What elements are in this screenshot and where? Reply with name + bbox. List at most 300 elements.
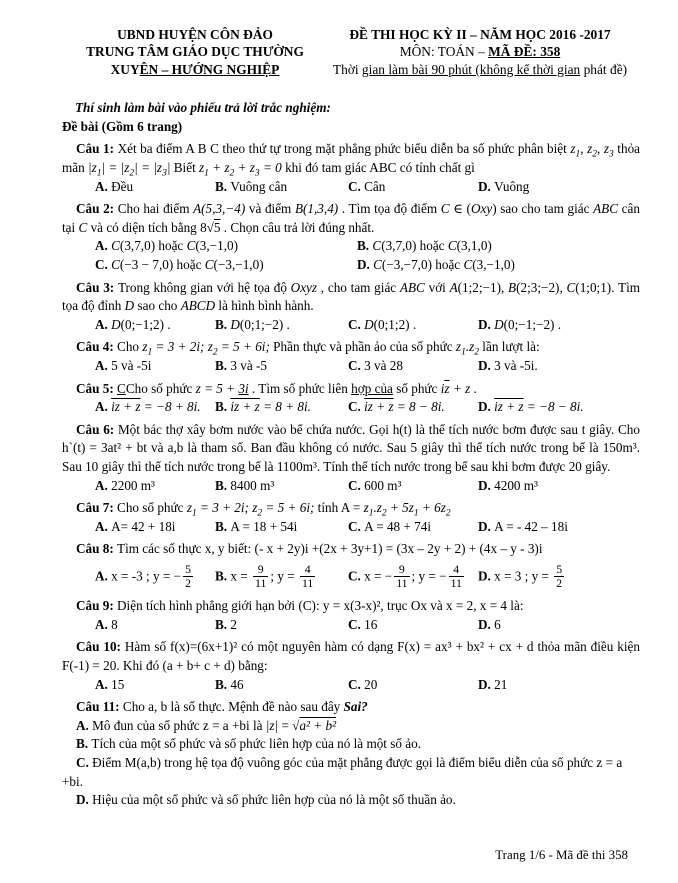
option-label: D. — [478, 399, 495, 415]
text-segment: C — [372, 238, 382, 254]
header — [62, 26, 640, 78]
option-label: B. — [215, 676, 231, 692]
text-segment: . Tìm số phức liên — [248, 380, 352, 396]
text-segment: hợp của — [351, 380, 393, 396]
option-D — [478, 398, 640, 417]
issuer-line-3-underlined: ÊN – HƯỚNG NGHIỆP — [139, 61, 280, 77]
option-B — [215, 518, 348, 537]
option-D — [62, 791, 640, 810]
question-10 — [62, 638, 640, 694]
subscript: 1 — [461, 347, 466, 358]
exam-body-label: Đề bài (Gồm 6 trang) — [62, 118, 183, 134]
text-segment: A — [193, 201, 202, 217]
question-5 — [62, 380, 640, 417]
fraction-numerator: 4 — [304, 561, 311, 576]
issuer-block — [70, 26, 320, 78]
text-segment: (3,−1,0) — [472, 256, 515, 272]
exam-info-block — [320, 26, 640, 78]
text-segment: ; y = − — [411, 568, 447, 584]
subscript: 3 — [609, 150, 614, 161]
text-segment: C — [463, 256, 473, 272]
text-segment: Trong không gian với hệ tọa độ — [117, 279, 291, 295]
time-underlined: gian làm bài 90 phút (không kể thời gian — [361, 61, 581, 77]
text-segment: (3,1,0) — [456, 238, 492, 254]
option-B — [215, 398, 348, 417]
text-segment: A = 18 + 54i — [230, 518, 298, 534]
fraction — [183, 563, 193, 590]
text-segment: $z_1.z_2 + 5z_1 + 6z_2$ — [363, 500, 451, 519]
question-number: Câu 9: — [76, 598, 118, 614]
text-segment: ABC — [593, 201, 619, 217]
fraction-denominator: 11 — [301, 576, 314, 591]
question-number: Câu 10: — [76, 639, 125, 655]
option-label: C. — [348, 477, 365, 493]
option-D — [478, 562, 640, 593]
text-segment: x = -3 ; y = − — [111, 568, 182, 584]
issuer-line-1: UBND HUYỆN CÔN ĐẢO — [117, 27, 273, 42]
question-9 — [62, 597, 640, 634]
option-C — [348, 518, 478, 537]
text-segment: Đều — [111, 178, 134, 194]
option-C — [95, 256, 357, 275]
question-7 — [62, 499, 640, 536]
text-segment: 6 — [494, 616, 501, 632]
text-segment: (−3 − 7,0) hoặc — [119, 256, 205, 272]
question-number: Câu 8: — [76, 541, 118, 557]
text-segment: x = — [230, 568, 252, 584]
option-C — [348, 357, 478, 376]
option-A — [95, 178, 215, 197]
option-C — [348, 398, 478, 417]
subscript: 1 — [413, 508, 419, 519]
subscript: 1 — [147, 347, 153, 358]
text-segment: khi đó tam giác ABC có tính chất gì — [281, 160, 475, 175]
text-segment: Xét ba điểm A B C theo thứ tự trong mặt phẳng phức biểu diễn ba số phức phân biệt — [117, 141, 571, 157]
text-segment: A = 48 + 74i — [364, 518, 432, 534]
text-segment: x = 3 ; y = — [494, 568, 553, 584]
text-segment: C — [373, 256, 382, 272]
text-segment: z — [195, 380, 201, 396]
question-text — [62, 540, 640, 559]
text-segment: 20 — [364, 676, 378, 692]
option-D — [357, 256, 640, 275]
exam-title: ĐỀ THI HỌC KỲ II – NĂM HỌC 2016 -2017 — [349, 27, 611, 42]
text-segment: $z_1.z_2$ — [455, 339, 479, 358]
text-segment: Oxy — [470, 201, 493, 217]
subscript: 3 — [162, 168, 167, 179]
text-segment: (3,7,0) hoặc — [119, 238, 187, 254]
text-segment: (0;1;−2) . — [239, 316, 290, 332]
option-A — [95, 398, 215, 417]
text-segment: ; y = — [270, 568, 298, 584]
option-C — [348, 616, 478, 635]
fraction — [253, 563, 268, 590]
option-label: A. — [95, 676, 112, 692]
subscript: 2 — [592, 150, 597, 161]
subscript: 2 — [445, 508, 451, 519]
text-segment: x = − — [364, 568, 393, 584]
text-segment: Hiệu của một số phức và số phức liên hợp của nó là một số thuần ảo. — [92, 792, 456, 808]
fraction — [449, 563, 464, 590]
text-segment: (2;3;−2), — [516, 279, 567, 295]
option-D — [478, 518, 640, 537]
fraction-denominator: 11 — [450, 576, 462, 591]
text-segment: iz + z — [111, 399, 141, 415]
text-segment: A = - 42 – 18i — [494, 518, 568, 534]
option-label: B. — [215, 178, 231, 194]
option-B — [357, 237, 640, 256]
option-D — [478, 316, 640, 335]
text-segment: Vuông cân — [230, 178, 288, 194]
text-segment: và có diện tích bằng 8√ — [87, 219, 214, 235]
option-label: A. — [95, 518, 112, 534]
option-label: D. — [478, 178, 495, 194]
text-segment: D — [230, 316, 240, 332]
text-segment: Cân — [364, 178, 386, 194]
option-A — [95, 237, 357, 256]
text-segment: ABCD — [180, 298, 216, 314]
question-2 — [62, 200, 640, 274]
option-C — [348, 316, 478, 335]
option-label: D. — [478, 316, 495, 332]
subscript: 1 — [368, 508, 374, 519]
option-label: B. — [215, 477, 231, 493]
text-segment: (−3,−1,0) — [213, 256, 264, 272]
question-number: Câu 3: — [76, 279, 118, 295]
text-segment: cân tại — [62, 201, 640, 235]
option-label: A. — [95, 616, 112, 632]
subscript: 2 — [229, 168, 235, 179]
question-text — [62, 279, 640, 316]
options-row — [95, 518, 640, 537]
option-B — [62, 735, 640, 754]
text-segment: 3 và 28 — [364, 357, 403, 373]
text-segment: $z_2 = 5 + 6i$; — [207, 339, 270, 358]
fraction-denominator: 11 — [396, 576, 408, 591]
options-row — [95, 237, 640, 274]
text-segment: , cho tam giác — [317, 279, 400, 295]
text-segment: 2200 m³ — [111, 477, 156, 493]
text-segment: $z_2 = 5 + 6i$; — [252, 500, 315, 519]
option-A — [95, 357, 215, 376]
text-segment: 2 — [230, 616, 237, 632]
question-8 — [62, 540, 640, 593]
text-segment: (5,3,−4) — [201, 201, 246, 217]
text-segment: (0;−1;−2) . — [503, 316, 562, 332]
text-segment: B — [508, 279, 517, 295]
page-footer: Trang 1/6 - Mã đề thi 358 — [495, 848, 628, 863]
text-segment: iz + z — [230, 399, 260, 415]
text-segment: thỏa mãn — [62, 141, 641, 175]
text-segment: . — [470, 380, 477, 396]
text-segment: Phần thực và phần ảo của số phức — [269, 339, 456, 355]
option-B — [215, 616, 348, 635]
text-segment: D — [364, 316, 374, 332]
options-row — [95, 316, 640, 335]
option-D — [478, 477, 640, 496]
subscript: 3 — [254, 168, 260, 179]
text-segment: sao cho — [134, 298, 181, 314]
option-label: A. — [95, 399, 112, 415]
time-post: phát đề) — [580, 61, 628, 77]
option-B — [215, 477, 348, 496]
option-label: D. — [478, 676, 495, 692]
text-segment: tính A = — [314, 500, 364, 516]
text-segment: (3,−1,0) — [195, 238, 238, 254]
text-segment: Hàm số f(x)=(6x+1)² có một nguyên hàm có dạng F(x) = ax³ + bx² + cx + d thỏa mãn điều kiện F(-1) = 20. Khi đó (a + b+ c + d) bằng: — [62, 639, 641, 674]
text-segment: C — [111, 238, 120, 254]
text-segment: C — [111, 256, 120, 272]
text-segment: 3i — [238, 380, 249, 396]
option-A — [95, 316, 215, 335]
text-segment: số phức — [392, 380, 441, 396]
question-3 — [62, 279, 640, 335]
option-label: D. — [478, 616, 495, 632]
question-text — [62, 140, 640, 177]
text-segment: Oxyz — [290, 279, 318, 295]
text-segment: D — [494, 316, 504, 332]
fraction-denominator: 11 — [255, 576, 267, 591]
option-C — [348, 676, 478, 695]
question-text — [62, 338, 640, 357]
question-text — [62, 421, 640, 477]
fraction-numerator: 9 — [257, 561, 264, 576]
question-4 — [62, 338, 640, 375]
option-D — [478, 676, 640, 695]
option-B — [215, 676, 348, 695]
question-number: Câu 6: — [76, 421, 118, 437]
text-segment: Cho — [117, 339, 143, 355]
text-segment: Cho hai điểm — [117, 201, 194, 217]
option-label: C. — [348, 676, 365, 692]
text-segment: Sai? — [343, 699, 368, 715]
text-segment: C — [447, 238, 457, 254]
text-segment: A — [449, 279, 458, 295]
option-label: D. — [478, 477, 495, 493]
text-segment: 8400 m³ — [230, 477, 275, 493]
text-segment: 3 và -5i. — [494, 357, 538, 373]
text-segment: = 8 + 8i. — [259, 399, 311, 415]
options-row — [95, 616, 640, 635]
option-label: D. — [478, 518, 495, 534]
text-segment: Diện tích hình phẳng giới hạn bởi (C): y = x(3-x)², trục Ox và x = 2, x = 4 là: — [117, 598, 524, 614]
text-segment: = √ — [278, 717, 300, 733]
subscript: 2 — [474, 347, 479, 358]
option-label: A. — [76, 717, 93, 733]
question-number: Câu 5: — [76, 380, 118, 396]
option-label: C. — [348, 518, 365, 534]
text-segment: Điểm M(a,b) trong hệ tọa độ vuông góc của mặt phẳng được gọi là điểm biểu diễn của số phức z = a +bi. — [62, 755, 623, 789]
text-segment: Tìm các số thực x, y biết: (- x + 2y)i +(2x + 3y+1) = (3x – 2y + 2) + (4x – y - 3)i — [117, 541, 543, 557]
text-segment: C — [117, 380, 126, 396]
text-segment: |z| — [265, 717, 279, 733]
question-text — [62, 200, 640, 237]
option-label: B. — [215, 357, 231, 373]
options-row — [95, 477, 640, 496]
option-label: B. — [215, 518, 231, 534]
options-row — [95, 357, 640, 376]
options-row — [95, 178, 640, 197]
option-label: A. — [95, 477, 112, 493]
subscript: 1 — [96, 168, 102, 179]
option-A — [95, 676, 215, 695]
text-segment: . Chọn câu trả lời đúng nhất. — [220, 219, 375, 235]
text-segment: $z_1 = 3 + 2i$; — [186, 500, 249, 519]
options-row — [95, 676, 640, 695]
option-label: C. — [76, 755, 93, 771]
fraction — [554, 563, 564, 590]
subscript: 2 — [381, 508, 387, 519]
text-segment: 5 và -5i — [111, 357, 152, 373]
question-text — [62, 698, 640, 717]
question-number: Câu 11: — [76, 699, 123, 715]
text-segment: $\overline{z}$ — [444, 380, 450, 396]
subscript: 2 — [257, 508, 263, 519]
option-B — [215, 316, 348, 335]
issuer-line-3-plain: XUY — [110, 61, 140, 77]
option-label: C. — [348, 568, 365, 584]
option-label: D. — [357, 256, 374, 272]
issuer-line-3 — [70, 61, 320, 78]
text-segment: 4200 m³ — [494, 477, 539, 493]
options-row — [95, 562, 640, 593]
option-label: B. — [215, 568, 231, 584]
text-segment: iz + z — [364, 399, 394, 415]
option-label: C. — [348, 399, 365, 415]
text-segment: và điểm — [245, 201, 295, 217]
option-A — [95, 562, 215, 593]
fraction-numerator: 5 — [556, 561, 563, 576]
text-segment: . Tìm tọa độ đỉnh — [62, 279, 640, 314]
subscript: 1 — [204, 168, 209, 179]
fraction — [394, 563, 409, 590]
text-segment: a² + b² — [299, 717, 337, 733]
option-A — [95, 616, 215, 635]
option-label: B. — [215, 399, 231, 415]
text-segment: Vuông — [494, 178, 530, 194]
text-segment: Một bác thợ xây bơm nước vào bể chứa nước. Gọi h(t) là thể tích nước bơm được sau t giây. Cho h`(t) = 3at² + bt và a,b là tham số. Ban đầu không có nước. Sau 5 giây thì thể tích nước trong bể là 150m³. Sau 10 giây thì thể tích nước trong bể là 1100m³. Tính thể tích nước trong bể sau khi bơm được 20 giây. — [62, 421, 640, 474]
text-segment: (3,7,0) hoặc — [381, 238, 448, 254]
option-C — [348, 562, 478, 593]
option-D — [478, 178, 640, 197]
text-segment: D — [124, 298, 135, 314]
text-segment: 21 — [494, 676, 508, 692]
fraction-denominator: 2 — [556, 576, 563, 591]
text-segment: Mô đun của số phức z = a +bi là — [92, 717, 266, 733]
subject-line — [320, 43, 640, 60]
time-line — [320, 61, 640, 78]
subscript: 2 — [212, 347, 218, 358]
text-segment: C — [186, 238, 196, 254]
text-segment: (1;0;1) — [575, 279, 612, 295]
text-segment: Cho a, b là số thực. Mệnh đề nào sau đây — [122, 699, 344, 715]
text-segment: 15 — [111, 676, 125, 692]
option-label: B. — [215, 316, 231, 332]
option-label: B. — [357, 238, 373, 254]
text-segment: iz + z — [494, 399, 524, 415]
option-label: D. — [478, 568, 495, 584]
instruction-line: Thí sinh làm bài vào phiếu trả lời trắc nghiệm: — [75, 100, 331, 116]
text-segment: (0;1;2) . — [373, 316, 417, 332]
question-11 — [62, 698, 640, 810]
option-C — [348, 178, 478, 197]
text-segment: (1;2;−1), — [457, 279, 509, 295]
text-segment: 8 — [111, 616, 118, 632]
option-label: C. — [348, 178, 365, 194]
subscript: 1 — [191, 508, 197, 519]
text-segment: 46 — [230, 676, 244, 692]
text-segment: là hình bình hành. — [215, 298, 314, 314]
text-segment: $z_1 + z_2 + z_3 = 0$ — [199, 160, 282, 179]
text-segment: A= 42 + 18i — [111, 518, 176, 534]
option-B — [215, 357, 348, 376]
text-segment: $|z_1| = |z_2| = |z_3|$ — [88, 160, 171, 179]
text-segment: 5 — [213, 219, 221, 235]
text-segment: C — [204, 256, 214, 272]
question-text — [62, 499, 640, 518]
option-label: B. — [215, 616, 231, 632]
text-segment: . Tìm tọa độ điểm — [338, 201, 441, 217]
option-label: A. — [95, 178, 112, 194]
text-segment: C — [78, 219, 88, 235]
option-D — [478, 357, 640, 376]
text-segment: 16 — [364, 616, 378, 632]
text-segment: với — [424, 279, 450, 295]
question-text — [62, 638, 640, 675]
text-segment: ABC — [399, 279, 425, 295]
fraction-numerator: 9 — [398, 561, 405, 576]
text-segment: Biết — [170, 160, 200, 175]
option-label: A. — [95, 316, 112, 332]
option-label: D. — [76, 792, 93, 808]
fraction-numerator: 5 — [185, 561, 191, 576]
fraction-numerator: 4 — [453, 561, 460, 576]
text-segment: i — [440, 380, 445, 396]
question-number: Câu 1: — [76, 141, 118, 157]
text-segment: 3 và -5 — [230, 357, 268, 373]
option-label: A. — [95, 238, 112, 254]
text-segment: D — [111, 316, 121, 332]
question-1 — [62, 140, 640, 196]
text-segment: (1,3,4) — [303, 201, 339, 217]
fraction — [300, 563, 315, 590]
option-label: D. — [478, 357, 495, 373]
text-segment: lần lượt là: — [479, 339, 540, 355]
options-row — [95, 398, 640, 417]
fraction-denominator: 2 — [185, 576, 191, 591]
option-label: A. — [95, 568, 112, 584]
text-segment: B — [294, 201, 304, 217]
text-segment: Cho số phức — [117, 500, 187, 516]
text-segment: $z_1$, $z_2$, $z_3$ — [570, 141, 614, 161]
questions — [62, 140, 640, 809]
text-segment: $z_1 = 3 + 2i$; — [142, 339, 205, 358]
text-segment: Cho số phức — [125, 380, 196, 396]
question-number: Câu 4: — [76, 339, 118, 355]
question-number: Câu 7: — [76, 500, 118, 516]
text-segment: (0;−1;2) . — [120, 316, 171, 332]
text-segment: ∈ ( — [453, 201, 471, 217]
option-B — [215, 562, 348, 593]
subscript: 1 — [575, 150, 581, 161]
option-A — [95, 518, 215, 537]
option-label: B. — [76, 736, 92, 752]
subject-label: MÔN: TOÁN – — [399, 44, 489, 60]
subscript: 2 — [129, 168, 135, 179]
option-C — [62, 754, 640, 791]
text-segment: 600 m³ — [364, 477, 402, 493]
text-segment: Tích của một số phức và số phức liên hợp của nó là một số ảo. — [91, 736, 422, 752]
